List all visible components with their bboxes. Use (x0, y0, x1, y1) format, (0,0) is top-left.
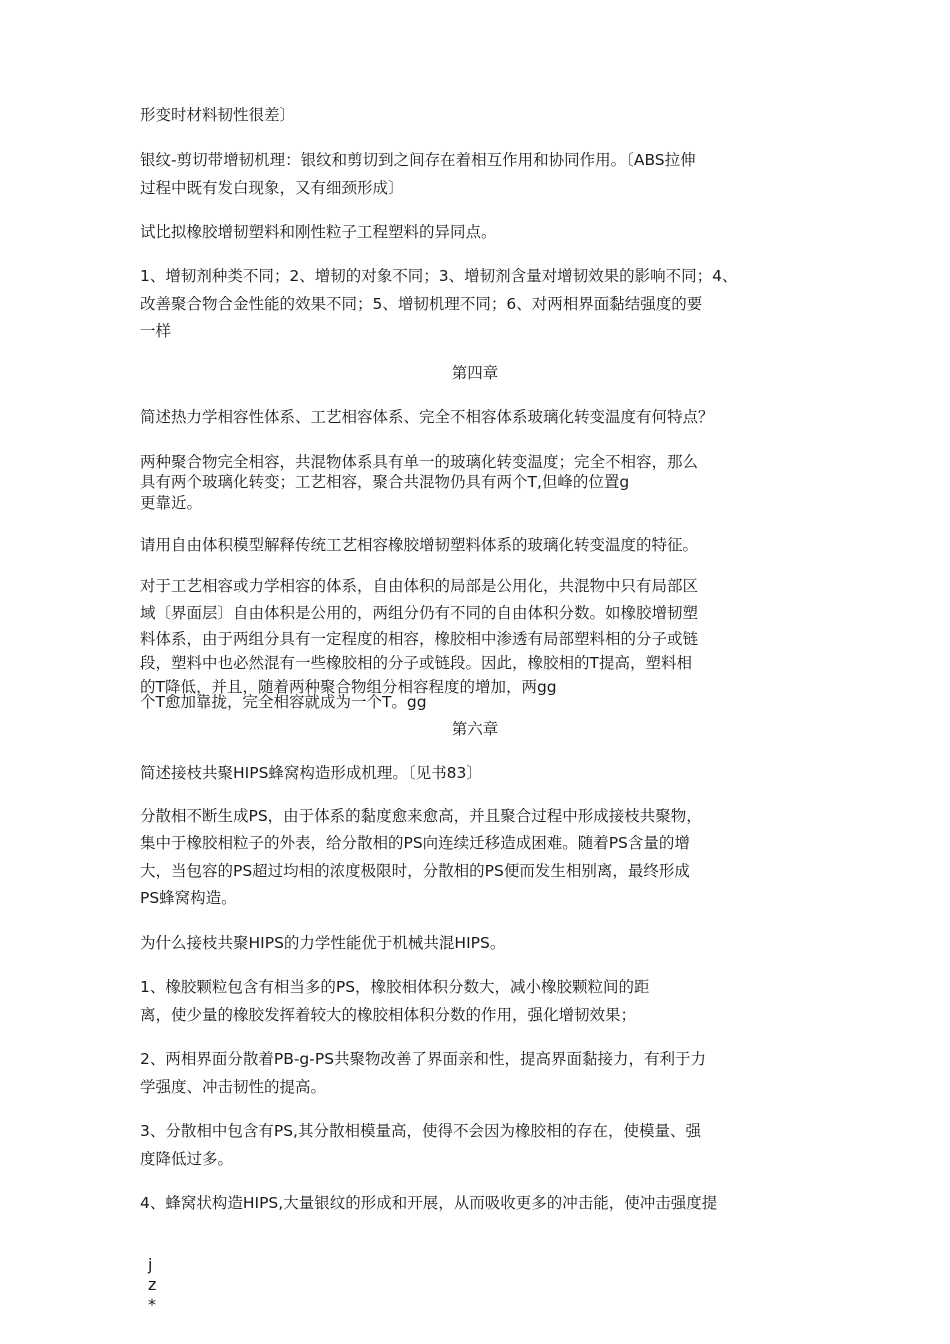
paragraph-line: 域〔界面层〕自由体积是公用的，两组分仍有不同的自由体积分数。如橡胶增韧塑 (140, 604, 699, 622)
chapter-heading: 第六章 (451, 720, 499, 738)
paragraph-line: 4、蜂窝状构造HIPS,大量银纹的形成和开展，从而吸收更多的冲击能，使冲击强度提 (140, 1194, 718, 1212)
question-line: 为什么接枝共聚HIPS的力学性能优于机械共混HIPS。 (140, 934, 506, 952)
paragraph-line: 离，使少量的橡胶发挥着较大的橡胶相体积分数的作用，强化增韧效果； (140, 1006, 637, 1024)
paragraph-line: 1、橡胶颗粒包含有相当多的PS，橡胶相体积分数大，减小橡胶颗粒间的距 (140, 978, 650, 996)
paragraph-line: 改善聚合物合金性能的效果不同；5、增韧机理不同；6、对两相界面黏结强度的要 (140, 295, 703, 313)
paragraph-line: 段，塑料中也必然混有一些橡胶相的分子或链段。因此，橡胶相的T提高，塑料相 (140, 654, 692, 672)
footer-mark: z (148, 1275, 157, 1294)
paragraph-line: 集中于橡胶相粒子的外表，给分散相的PS向连续迁移造成困难。随着PS含量的增 (140, 834, 690, 852)
paragraph-line: 具有两个玻璃化转变；工艺相容，聚合共混物仍具有两个T,但峰的位置g (140, 473, 630, 491)
paragraph-line: 银纹-剪切带增韧机理：银纹和剪切到之间存在着相互作用和协同作用。〔ABS拉伸 (140, 151, 696, 169)
footer-mark: j (148, 1255, 153, 1274)
paragraph-line: 1、增韧剂种类不同；2、增韧的对象不同；3、增韧剂含量对增韧效果的影响不同；4、 (140, 267, 738, 285)
paragraph-line: 形变时材料韧性很差〕 (140, 106, 296, 124)
paragraph-line: PS蜂窝构造。 (140, 889, 237, 907)
question-line: 请用自由体积模型解释传统工艺相容橡胶增韧塑料体系的玻璃化转变温度的特征。 (140, 536, 699, 554)
question-line: 简述接枝共聚HIPS蜂窝构造形成机理。〔见书83〕 (140, 764, 482, 782)
question-line: 试比拟橡胶增韧塑料和刚性粒子工程塑料的异同点。 (140, 223, 497, 241)
question-line: 简述热力学相容性体系、工艺相容体系、完全不相容体系玻璃化转变温度有何特点？ (140, 408, 714, 426)
paragraph-line: 更靠近。 (140, 494, 203, 512)
paragraph-line: 3、分散相中包含有PS,其分散相模量高，使得不会因为橡胶相的存在，使模量、强 (140, 1122, 701, 1140)
paragraph-line: 2、两相界面分散着PB-g-PS共聚物改善了界面亲和性，提高界面黏接力，有利于力 (140, 1050, 707, 1068)
chapter-heading: 第四章 (451, 364, 499, 382)
paragraph-line: 分散相不断生成PS，由于体系的黏度愈来愈高，并且聚合过程中形成接枝共聚物， (140, 807, 702, 825)
paragraph-line: 一样 (140, 322, 172, 340)
paragraph-line: 料体系，由于两组分具有一定程度的相容，橡胶相中渗透有局部塑料相的分子或链 (140, 630, 699, 648)
paragraph-line: 大，当包容的PS超过均相的浓度极限时，分散相的PS便而发生相别离，最终形成 (140, 862, 690, 880)
paragraph-line: 两种聚合物完全相容，共混物体系具有单一的玻璃化转变温度；完全不相容，那么 (140, 453, 699, 471)
paragraph-line: 的T降低，并且，随着两种聚合物组分相容程度的增加，两gg (140, 678, 557, 696)
footer-mark: * (148, 1295, 156, 1314)
paragraph-line: 对于工艺相容或力学相容的体系，自由体积的局部是公用化，共混物中只有局部区 (140, 577, 699, 595)
paragraph-line: 学强度、冲击韧性的提高。 (140, 1078, 327, 1096)
paragraph-line: 过程中既有发白现象，又有细颈形成〕 (140, 179, 404, 197)
paragraph-line: 个T愈加靠拢，完全相容就成为一个T。gg (140, 693, 427, 711)
paragraph-line: 度降低过多。 (140, 1150, 234, 1168)
